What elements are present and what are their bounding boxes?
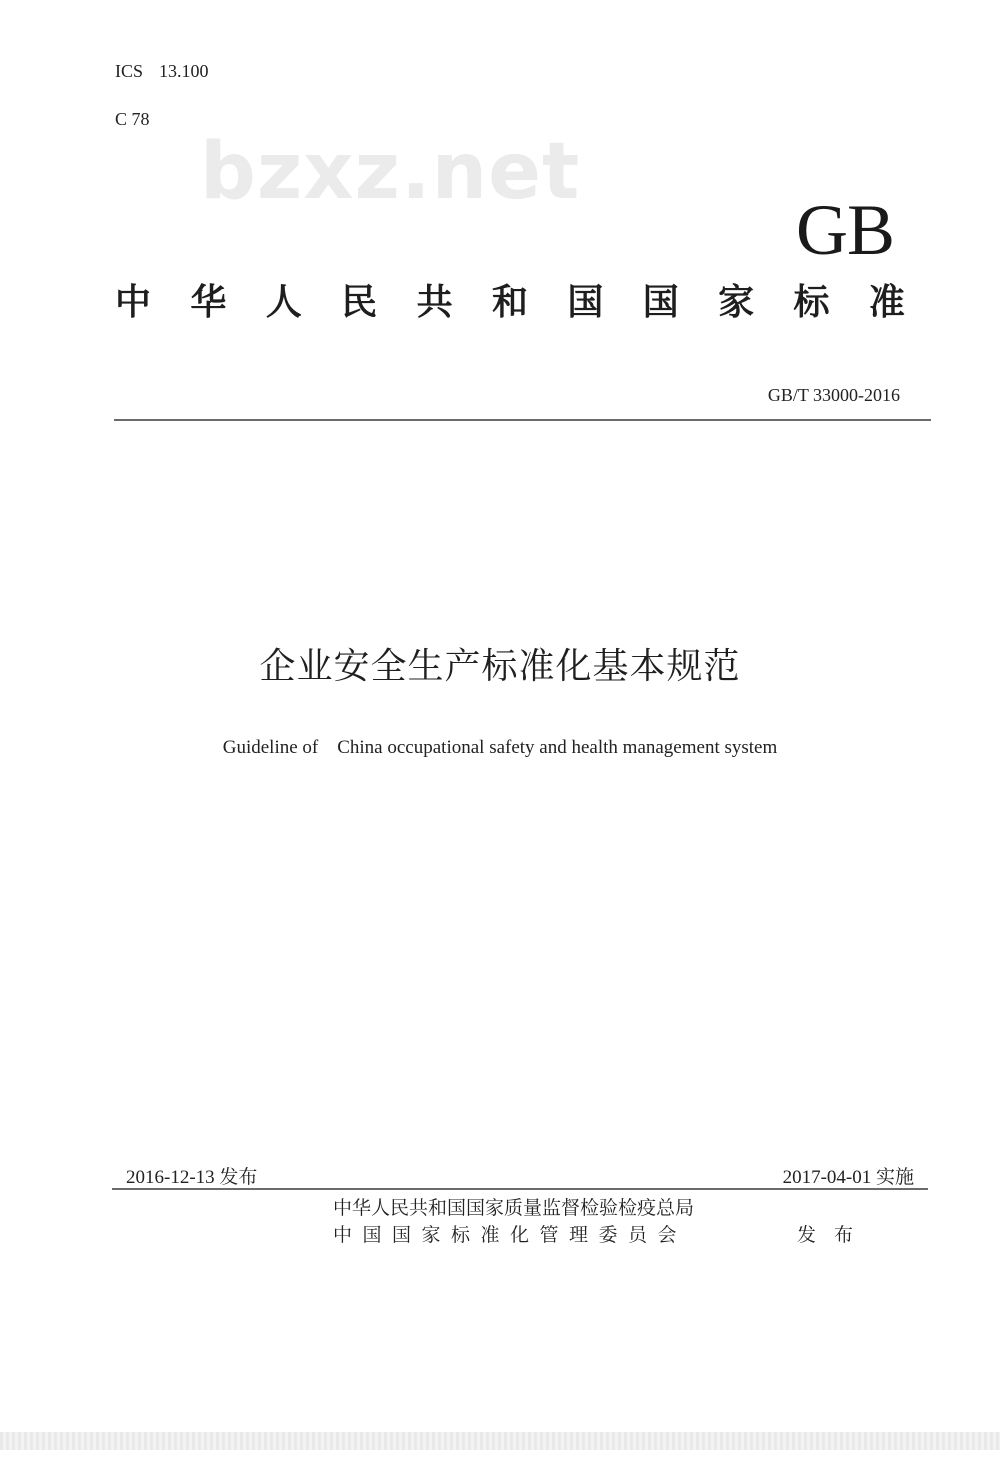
national-title-char: 国 <box>642 282 679 323</box>
document-title-chinese: 企业安全生产标准化基本规范 <box>259 646 741 687</box>
watermark: bzxz.net <box>200 127 581 217</box>
national-title-char: 和 <box>491 282 528 323</box>
scan-edge-band <box>0 1432 1000 1450</box>
issuer-sac: 中国国家标准化管理委员会 <box>333 1224 688 1246</box>
national-title-char: 标 <box>793 282 830 323</box>
footer-divider <box>112 1188 928 1190</box>
national-title-char: 家 <box>718 282 755 323</box>
ics-label: ICS <box>115 61 144 81</box>
national-title-char: 民 <box>341 282 378 323</box>
header-divider <box>114 419 931 421</box>
gb-logo: GB <box>796 190 895 270</box>
national-title-char: 国 <box>567 282 604 323</box>
standard-number: GB/T 33000-2016 <box>767 385 900 405</box>
document-title-english: Guideline of China occupational safety and health management system <box>222 737 778 758</box>
national-title-char: 华 <box>190 282 227 323</box>
national-title-char: 中 <box>115 282 152 323</box>
issue-date: 2016-12-13 发布 <box>126 1167 258 1188</box>
national-title-char: 准 <box>868 282 905 323</box>
national-standard-title <box>115 274 905 325</box>
national-title-char: 人 <box>265 282 302 323</box>
implementation-date: 2017-04-01 实施 <box>782 1167 914 1188</box>
publish-label: 发布 <box>797 1224 872 1246</box>
ics-code <box>115 61 209 82</box>
ics-number: 13.100 <box>159 61 209 81</box>
ccs-code: C 78 <box>115 109 150 129</box>
issuer-aqsiq: 中华人民共和国国家质量监督检验检疫总局 <box>333 1197 695 1219</box>
national-title-char: 共 <box>416 282 453 323</box>
